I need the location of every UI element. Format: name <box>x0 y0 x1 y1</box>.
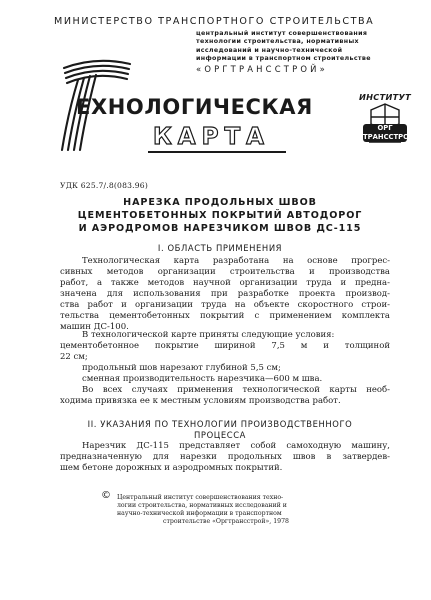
text-line: сивных методов организации строительства и производства <box>60 267 390 277</box>
text-line: машин ДС-100. <box>60 322 129 332</box>
institute-line: информации в транспортном строительстве <box>196 55 371 63</box>
section-1-heading: I. ОБЛАСТЬ ПРИМЕНЕНИЯ <box>157 243 283 253</box>
institute-line: исследований и научно-технической <box>196 46 343 54</box>
title-card: КАРТА <box>153 124 270 150</box>
text-line: 22 см; <box>60 352 88 362</box>
text-line: предназначенную для нарезки продольных швов в затвердев- <box>60 452 390 462</box>
copyright-notice <box>101 490 335 526</box>
section-2-heading-line: II. УКАЗАНИЯ ПО ТЕХНОЛОГИИ ПРОИЗВОДСТВЕННОГО <box>87 419 353 429</box>
logo-org-label: ОРГ ТРАНССТРОЙ <box>363 124 415 141</box>
section-2-paragraph-1 <box>60 441 390 474</box>
institute-line: технологии строительства, нормативных <box>196 38 359 46</box>
section-1-paragraph-2 <box>60 330 390 363</box>
text-line: цементобетонное покрытие шириной 7,5 м и толщиной <box>60 341 390 351</box>
document-title-line: ЦЕМЕНТОБЕТОННЫХ ПОКРЫТИЙ АВТОДОРОГ <box>77 210 363 221</box>
copyright-line: научно-технической информации в транспортном <box>117 510 282 517</box>
institute-logo <box>353 90 417 162</box>
institute-short-name: «ОРГТРАНССТРОЙ» <box>196 63 328 74</box>
document-title-line: НАРЕЗКА ПРОДОЛЬНЫХ ШВОВ <box>123 197 317 208</box>
section-1-paragraph-5 <box>60 385 390 407</box>
section-2-heading <box>50 419 390 441</box>
text-line: В технологической карте приняты следующие условия: <box>82 330 335 340</box>
section-1-paragraph-1 <box>60 256 390 333</box>
institute-block <box>196 30 416 73</box>
institute-line: центральный институт совершенствования <box>196 30 368 37</box>
text-line: шем бетоне дорожных и аэродромных покрытий. <box>60 463 283 473</box>
section-1-paragraph-4 <box>60 374 390 385</box>
copyright-line: Центральный институт совершенствования техно- <box>117 494 284 501</box>
copyright-line: логии строительства, нормативных исследований и <box>117 502 287 509</box>
document-title <box>50 196 390 235</box>
text-line: ства работ и организации труда на объекте скоростного строи- <box>60 300 390 310</box>
copyright-line: строительстве «Оргтрансстрой», 1978 <box>163 518 289 525</box>
text-line: Во всех случаях применения технологической карты необ- <box>82 385 390 395</box>
section-1-paragraph-3 <box>60 363 390 374</box>
text-line: ходима привязка ее к местным условиям производства работ. <box>60 396 341 406</box>
text-line: Нарезчик ДС-115 представляет собой самоходную машину, <box>82 441 390 451</box>
udk-code: УДК 625.7/.8(083.96) <box>60 181 148 190</box>
document-title-line: И АЭРОДРОМОВ НАРЕЗЧИКОМ ШВОВ ДС-115 <box>78 223 362 234</box>
section-2-heading-line: ПРОЦЕССА <box>194 430 246 440</box>
ministry-name: МИНИСТЕРСТВО ТРАНСПОРТНОГО СТРОИТЕЛЬСТВА <box>54 16 375 27</box>
text-line: тельства цементобетонных покрытий с применением комплекта <box>60 311 390 321</box>
text-line: продольный шов нарезают глубиной 5,5 см; <box>82 363 281 373</box>
title-underline <box>148 151 286 153</box>
copyright-icon: © <box>101 490 111 501</box>
text-line: Технологическая карта разработана на основе прогрес- <box>82 256 390 266</box>
title-technological: ЕХНОЛОГИЧЕСКАЯ <box>76 95 313 119</box>
text-line: значена для использования при разработке проекта производ- <box>60 289 390 299</box>
text-line: работ, а также методов научной организации труда и предна- <box>60 278 390 288</box>
text-line: сменная производительность нарезчика—600 м шва. <box>82 374 323 384</box>
logo-institute-label: ИНСТИТУТ <box>358 92 412 102</box>
